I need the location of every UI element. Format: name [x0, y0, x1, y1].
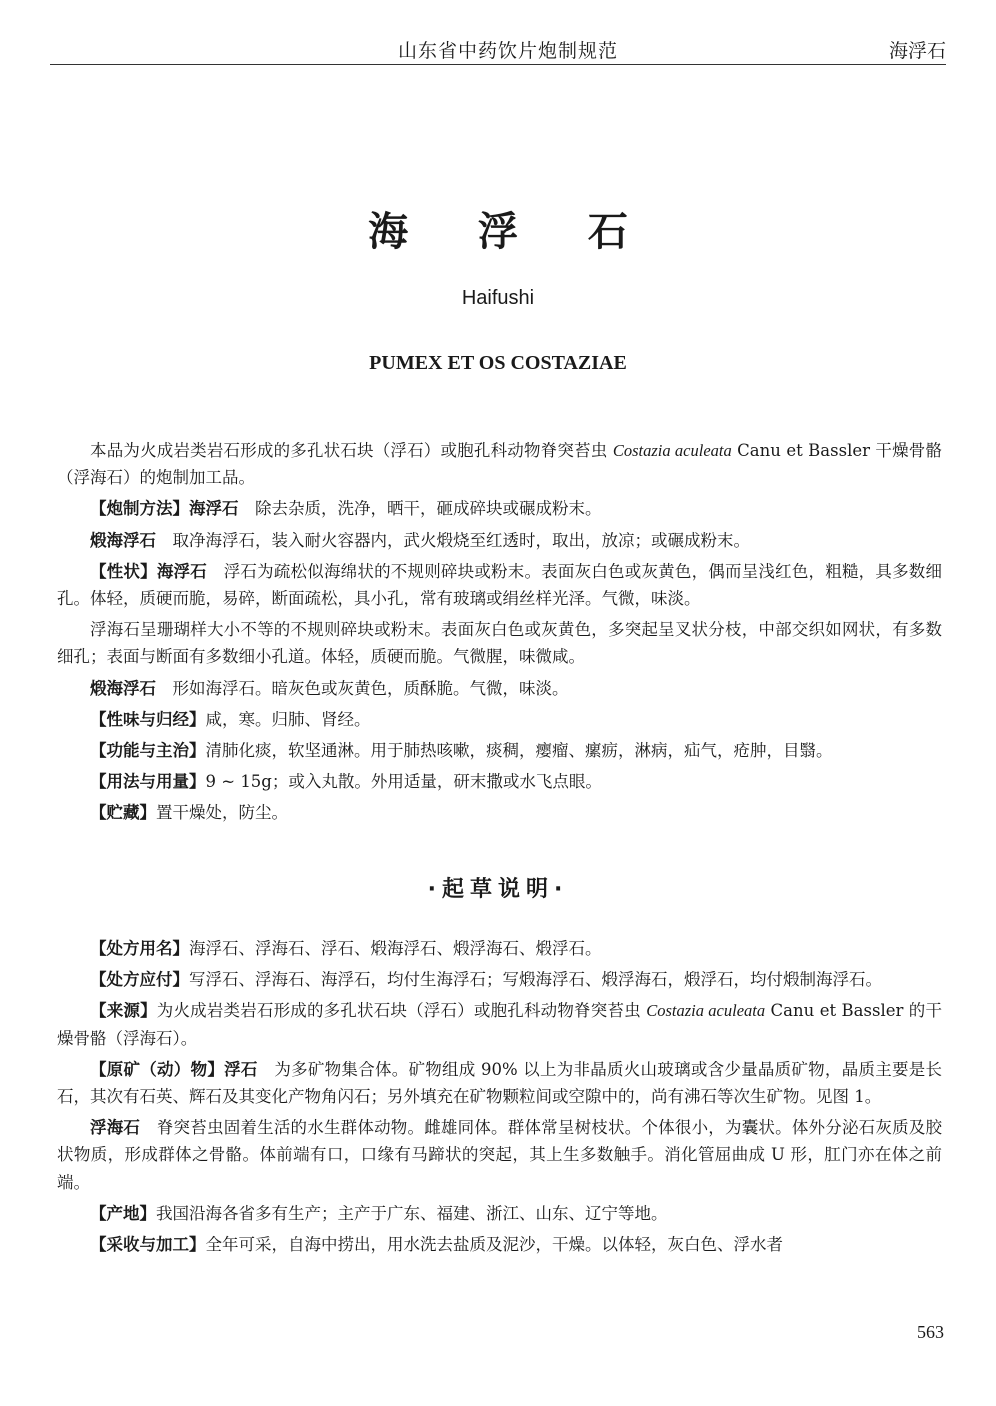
header-rule — [50, 64, 946, 65]
storage-text: 置干燥处，防尘。 — [156, 803, 288, 823]
animal-label: 浮海石 — [90, 1118, 141, 1138]
origin-paragraph — [57, 1056, 942, 1110]
source-text-a: 为火成岩类岩石形成的多孔状石块（浮石）或胞孔科动物脊突苔虫 — [156, 1001, 647, 1021]
names-label: 【处方用名】 — [90, 939, 189, 958]
page-number: 563 — [917, 1322, 944, 1342]
pinyin-name: Haifushi — [461, 287, 535, 309]
intro-paragraph — [57, 437, 942, 491]
characters-paragraph-2: 浮海石呈珊瑚样大小不等的不规则碎块或粉末。表面灰白色或灰黄色，多突起呈叉状分枝，中部交织如网状，有多数细孔；表面与断面有多数细小孔道。体轻，质硬而脆。气微腥，味微咸。 — [57, 620, 942, 667]
origin-text: 为多矿物集合体。矿物组成 90% 以上为非晶质火山玻璃或含少量晶质矿物，晶质主要是长石，其次有石英、辉石及其变化产物角闪石；另外填充在矿物颗粒间或空隙中的，尚有沸石等次生矿物。见图 1。 — [57, 1059, 942, 1107]
characters-calcined-paragraph — [57, 675, 942, 702]
function-label: 【功能与主治】 — [90, 741, 206, 761]
harvest-paragraph — [57, 1231, 942, 1258]
source-label: 【来源】 — [90, 1001, 157, 1021]
characters-calcined-text: 形如海浮石。暗灰色或灰黄色，质酥脆。气微，味淡。 — [156, 678, 569, 698]
running-header-section-title: 海浮石 — [888, 40, 946, 62]
dispensing-text: 写浮石、浮海石、海浮石，均付生海浮石；写煅海浮石、煅浮海石，煅浮石，均付煅制海浮石。 — [189, 970, 882, 990]
nature-label: 【性味与归经】 — [90, 709, 206, 729]
intro-text-a: 本品为火成岩类岩石形成的多孔状石块（浮石）或胞孔科动物脊突苔虫 — [90, 441, 613, 460]
processing-text: 除去杂质，洗净，晒干，砸成碎块或碾成粉末。 — [238, 499, 602, 519]
source-text-b: Canu et Bassler 的干燥骨骼（浮海石）。 — [57, 1001, 942, 1048]
usage-paragraph — [57, 768, 942, 795]
drafting-notes-heading: ·起草说明· — [427, 877, 569, 902]
monograph-body — [57, 437, 942, 831]
intro-latin: Costazia aculeata — [612, 441, 732, 460]
source-paragraph — [57, 997, 942, 1051]
storage-label: 【贮藏】 — [90, 803, 156, 823]
nature-text: 咸，寒。归肺、肾经。 — [205, 709, 371, 729]
producing-area-text: 我国沿海各省多有生产；主产于广东、福建、浙江、山东、辽宁等地。 — [156, 1203, 668, 1223]
characters-text: 浮石为疏松似海绵状的不规则碎块或粉末。表面灰白色或灰黄色，偶而呈浅红色，粗糙，具多数细孔。体轻，质硬而脆，易碎，断面疏松，具小孔，常有玻璃或绢丝样光泽。气微，味淡。 — [57, 561, 943, 609]
processing-label: 【炮制方法】海浮石 — [90, 499, 239, 519]
harvest-text: 全年可采，自海中捞出，用水洗去盐质及泥沙，干燥。以体轻，灰白色、浮水者 — [205, 1235, 783, 1255]
producing-area-paragraph — [57, 1200, 942, 1227]
usage-text: 9 ~ 15g；或入丸散。外用适量，研末撒或水飞点眼。 — [205, 772, 602, 792]
producing-area-label: 【产地】 — [90, 1203, 156, 1223]
storage-paragraph — [57, 799, 942, 826]
processing-paragraph — [57, 495, 942, 522]
characters-calcined-label: 煅海浮石 — [90, 678, 156, 698]
dispensing-label: 【处方应付】 — [90, 970, 189, 990]
latin-name: PUMEX ET OS COSTAZIAE — [369, 352, 627, 374]
characters-paragraph — [57, 558, 942, 612]
names-paragraph — [57, 935, 942, 962]
usage-label: 【用法与用量】 — [90, 772, 206, 792]
processing-calcined-label: 煅海浮石 — [90, 530, 156, 550]
drafting-notes-body — [57, 935, 942, 1262]
processing-calcined-text: 取净海浮石，装入耐火容器内，武火煅烧至红透时，取出，放凉；或碾成粉末。 — [156, 530, 750, 550]
animal-text: 脊突苔虫固着生活的水生群体动物。雌雄同体。群体常呈树枝状。个体很小，为囊状。体外分泌石灰质及胶状物质，形成群体之骨骼。体前端有口，口缘有马蹄状的突起，其上生多数触手。消化管屈曲成 U 形，肛门亦在体之前端。 — [57, 1118, 943, 1192]
processing-calcined-paragraph — [57, 527, 942, 554]
running-header-book-title: 山东省中药饮片炮制规范 — [398, 40, 619, 62]
harvest-label: 【采收与加工】 — [90, 1235, 206, 1255]
page-title: 海 浮 石 — [368, 208, 656, 255]
nature-paragraph — [57, 706, 942, 733]
source-latin: Costazia aculeata — [646, 1001, 766, 1021]
names-text: 海浮石、浮海石、浮石、煅海浮石、煅浮海石、煅浮石。 — [189, 939, 602, 958]
animal-paragraph — [57, 1114, 942, 1196]
intro-text-b: Canu et Bassler 干燥骨骼（浮海石）的炮制加工品。 — [57, 441, 942, 488]
characters-label: 【性状】海浮石 — [90, 561, 207, 581]
function-text: 清肺化痰，软坚通淋。用于肺热咳嗽，痰稠，瘿瘤、瘰疬，淋病，疝气，疮肿，目翳。 — [205, 741, 833, 761]
origin-label: 【原矿（动）物】浮石 — [90, 1059, 258, 1079]
function-paragraph — [57, 737, 942, 764]
dispensing-paragraph — [57, 966, 942, 993]
